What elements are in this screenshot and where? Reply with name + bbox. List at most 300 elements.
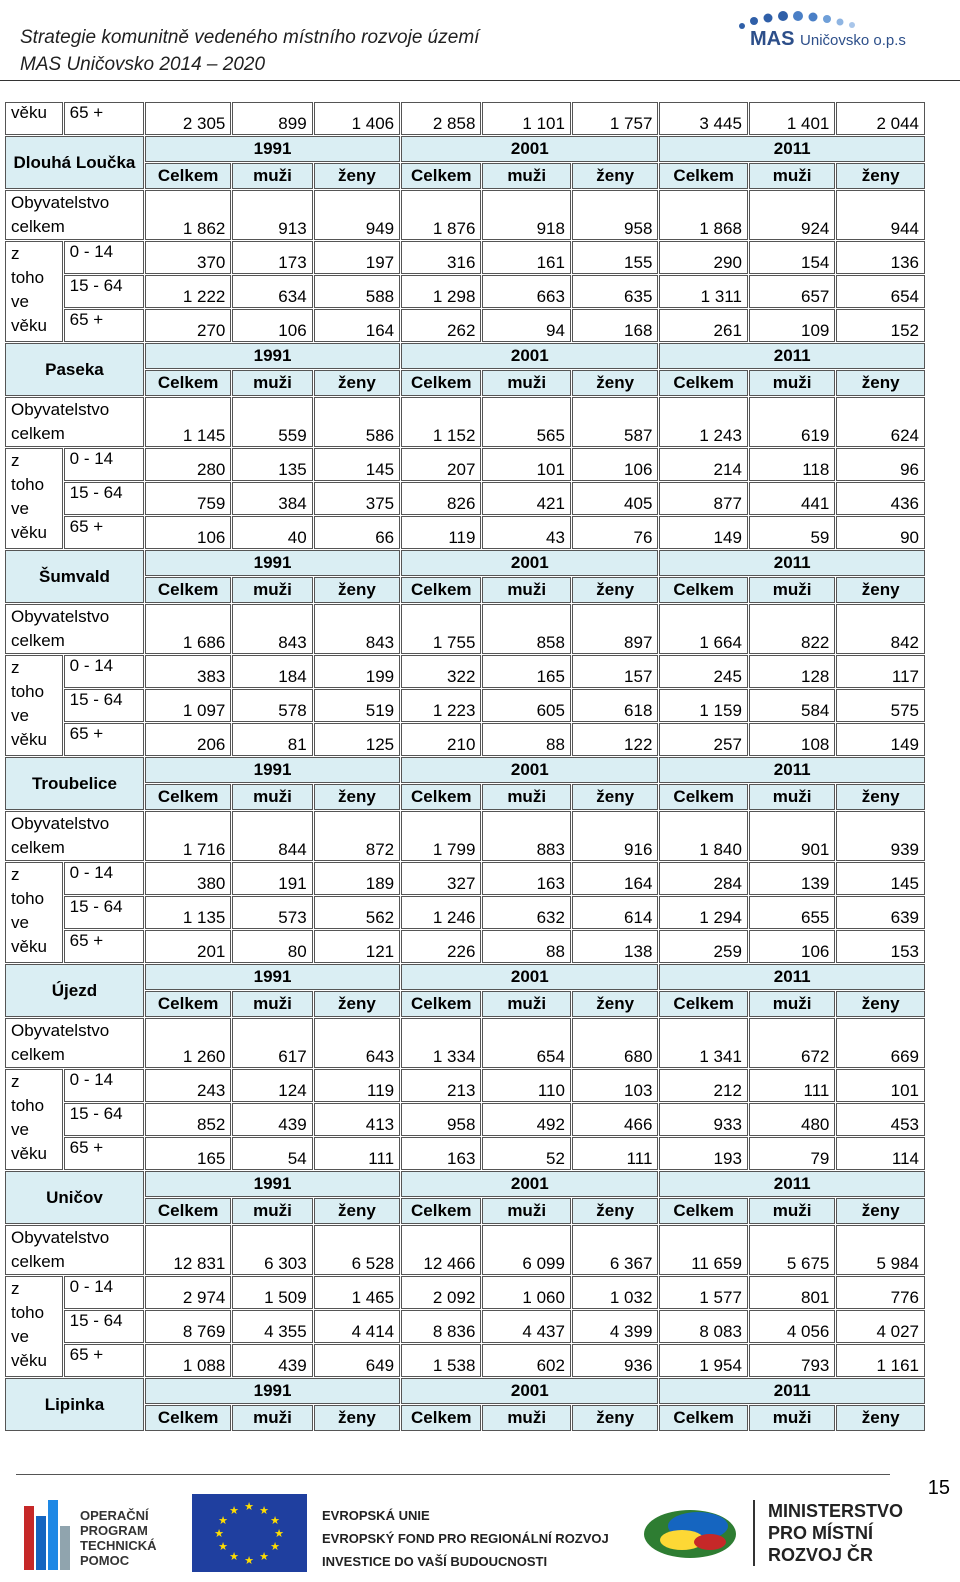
col-header-zeny: ženy bbox=[836, 163, 925, 189]
eu-flag bbox=[192, 1494, 307, 1572]
year-header: 2001 bbox=[401, 1171, 658, 1197]
op-logo-bars-icon bbox=[22, 1496, 74, 1572]
table-row bbox=[5, 723, 925, 756]
col-header-zeny: ženy bbox=[572, 370, 658, 396]
data-cell: 466 bbox=[572, 1103, 658, 1136]
data-cell: 110 bbox=[482, 1069, 571, 1102]
data-cell: 6 367 bbox=[572, 1225, 658, 1275]
data-cell: 4 355 bbox=[232, 1310, 312, 1343]
table-row bbox=[5, 862, 925, 895]
data-cell: 114 bbox=[836, 1137, 925, 1170]
data-cell: 108 bbox=[749, 723, 835, 756]
col-header-celkem: Celkem bbox=[145, 370, 231, 396]
data-cell: 1 097 bbox=[145, 689, 231, 722]
data-cell: 280 bbox=[145, 448, 231, 481]
table-row bbox=[5, 1069, 925, 1102]
data-cell: 94 bbox=[482, 309, 571, 342]
data-cell: 1 145 bbox=[145, 397, 231, 447]
year-header: 2011 bbox=[659, 550, 925, 576]
data-cell: 118 bbox=[749, 448, 835, 481]
data-cell: 916 bbox=[572, 811, 658, 861]
data-cell: 81 bbox=[232, 723, 312, 756]
data-cell: 669 bbox=[836, 1018, 925, 1068]
data-cell: 1 664 bbox=[659, 604, 748, 654]
year-header-row bbox=[5, 757, 925, 783]
data-cell: 261 bbox=[659, 309, 748, 342]
data-cell: 1 755 bbox=[401, 604, 481, 654]
municipality-name: Dlouhá Loučka bbox=[5, 136, 144, 189]
col-header-muzi: muži bbox=[749, 163, 835, 189]
table-row bbox=[5, 1103, 925, 1136]
col-header-zeny: ženy bbox=[836, 1405, 925, 1431]
header-title-line2: MAS Uničovsko 2014 – 2020 bbox=[20, 54, 266, 75]
data-cell: 939 bbox=[836, 811, 925, 861]
data-cell: 588 bbox=[314, 275, 400, 308]
logo-dots-icon bbox=[728, 10, 938, 30]
data-cell: 375 bbox=[314, 482, 400, 515]
data-cell: 1 954 bbox=[659, 1344, 748, 1377]
data-cell: 617 bbox=[232, 1018, 312, 1068]
data-cell: 40 bbox=[232, 516, 312, 549]
col-header-zeny: ženy bbox=[836, 370, 925, 396]
municipality-name: Paseka bbox=[5, 343, 144, 396]
data-cell: 899 bbox=[232, 102, 312, 135]
data-cell: 1 757 bbox=[572, 102, 658, 135]
data-cell: 436 bbox=[836, 482, 925, 515]
row-label-age-65: 65 + bbox=[64, 723, 144, 756]
data-cell: 284 bbox=[659, 862, 748, 895]
row-label-z-toho-ve-veku: z toho ve věku bbox=[5, 448, 63, 549]
svg-text:★: ★ bbox=[229, 1504, 239, 1517]
data-cell: 559 bbox=[232, 397, 312, 447]
data-cell: 122 bbox=[572, 723, 658, 756]
svg-text:★: ★ bbox=[244, 1554, 254, 1567]
year-header: 1991 bbox=[145, 343, 400, 369]
data-cell: 2 092 bbox=[401, 1276, 481, 1309]
row-label-veku: věku bbox=[5, 102, 63, 135]
data-cell: 106 bbox=[232, 309, 312, 342]
table-row bbox=[5, 1344, 925, 1377]
data-cell: 184 bbox=[232, 655, 312, 688]
footer-logos bbox=[0, 1490, 960, 1580]
data-cell: 1 101 bbox=[482, 102, 571, 135]
col-header-zeny: ženy bbox=[836, 577, 925, 603]
data-cell: 1 406 bbox=[314, 102, 400, 135]
table-row bbox=[5, 1310, 925, 1343]
year-header: 1991 bbox=[145, 757, 400, 783]
data-cell: 843 bbox=[314, 604, 400, 654]
data-cell: 138 bbox=[572, 930, 658, 963]
municipality-name: Lipinka bbox=[5, 1378, 144, 1431]
year-header: 2011 bbox=[659, 136, 925, 162]
data-cell: 858 bbox=[482, 604, 571, 654]
data-cell: 226 bbox=[401, 930, 481, 963]
logo-subtext: Uničovsko o.p.s bbox=[800, 32, 906, 49]
logo-text: MAS Uničovsko o.p.s bbox=[750, 28, 906, 50]
population-table bbox=[4, 101, 926, 1432]
data-cell: 257 bbox=[659, 723, 748, 756]
data-cell: 453 bbox=[836, 1103, 925, 1136]
col-header-muzi: muži bbox=[749, 991, 835, 1017]
table-row bbox=[5, 397, 925, 447]
data-cell: 145 bbox=[836, 862, 925, 895]
data-cell: 655 bbox=[749, 896, 835, 929]
year-header: 1991 bbox=[145, 550, 400, 576]
data-cell: 11 659 bbox=[659, 1225, 748, 1275]
data-cell: 163 bbox=[401, 1137, 481, 1170]
data-cell: 54 bbox=[232, 1137, 312, 1170]
data-cell: 405 bbox=[572, 482, 658, 515]
row-label-age-0-14: 0 - 14 bbox=[64, 655, 144, 688]
data-cell: 635 bbox=[572, 275, 658, 308]
data-cell: 654 bbox=[836, 275, 925, 308]
municipality-name: Troubelice bbox=[5, 757, 144, 810]
row-label-age-15-64: 15 - 64 bbox=[64, 896, 144, 929]
col-header-celkem: Celkem bbox=[401, 1198, 481, 1224]
year-header: 2001 bbox=[401, 964, 658, 990]
data-cell: 618 bbox=[572, 689, 658, 722]
data-cell: 66 bbox=[314, 516, 400, 549]
table-row bbox=[5, 811, 925, 861]
table-row bbox=[5, 1137, 925, 1170]
table-row bbox=[5, 1018, 925, 1068]
svg-text:★: ★ bbox=[270, 1514, 280, 1527]
data-cell: 421 bbox=[482, 482, 571, 515]
row-label-age-15-64: 15 - 64 bbox=[64, 689, 144, 722]
col-header-zeny: ženy bbox=[572, 991, 658, 1017]
year-header: 2011 bbox=[659, 1171, 925, 1197]
data-cell: 624 bbox=[836, 397, 925, 447]
year-header: 2001 bbox=[401, 757, 658, 783]
row-label-age-0-14: 0 - 14 bbox=[64, 862, 144, 895]
data-cell: 96 bbox=[836, 448, 925, 481]
col-header-celkem: Celkem bbox=[401, 1405, 481, 1431]
data-cell: 654 bbox=[482, 1018, 571, 1068]
year-header: 2011 bbox=[659, 757, 925, 783]
row-label-z-toho-ve-veku: z toho ve věku bbox=[5, 241, 63, 342]
data-cell: 136 bbox=[836, 241, 925, 274]
data-cell: 1 509 bbox=[232, 1276, 312, 1309]
col-header-muzi: muži bbox=[232, 784, 312, 810]
table-row bbox=[5, 241, 925, 274]
data-cell: 1 161 bbox=[836, 1344, 925, 1377]
data-cell: 2 305 bbox=[145, 102, 231, 135]
row-label-obyvatelstvo-celkem: Obyvatelstvo celkem bbox=[5, 1225, 144, 1275]
table-row bbox=[5, 309, 925, 342]
col-header-celkem: Celkem bbox=[145, 163, 231, 189]
data-cell: 1 538 bbox=[401, 1344, 481, 1377]
year-header-row bbox=[5, 136, 925, 162]
year-header: 2011 bbox=[659, 1378, 925, 1404]
row-label-age-65: 65 + bbox=[64, 309, 144, 342]
data-cell: 872 bbox=[314, 811, 400, 861]
data-cell: 4 437 bbox=[482, 1310, 571, 1343]
data-cell: 643 bbox=[314, 1018, 400, 1068]
data-cell: 632 bbox=[482, 896, 571, 929]
col-header-celkem: Celkem bbox=[659, 991, 748, 1017]
data-cell: 164 bbox=[314, 309, 400, 342]
col-header-muzi: muži bbox=[482, 370, 571, 396]
data-cell: 1 341 bbox=[659, 1018, 748, 1068]
data-cell: 213 bbox=[401, 1069, 481, 1102]
data-cell: 154 bbox=[749, 241, 835, 274]
data-cell: 124 bbox=[232, 1069, 312, 1102]
data-cell: 106 bbox=[145, 516, 231, 549]
year-header-row bbox=[5, 550, 925, 576]
page-number: 15 bbox=[927, 1477, 950, 1499]
data-cell: 117 bbox=[836, 655, 925, 688]
col-header-celkem: Celkem bbox=[659, 1405, 748, 1431]
data-cell: 199 bbox=[314, 655, 400, 688]
data-cell: 949 bbox=[314, 190, 400, 240]
data-cell: 101 bbox=[482, 448, 571, 481]
data-cell: 573 bbox=[232, 896, 312, 929]
data-cell: 672 bbox=[749, 1018, 835, 1068]
row-label-age-65: 65 + bbox=[64, 516, 144, 549]
row-label-obyvatelstvo-celkem: Obyvatelstvo celkem bbox=[5, 1018, 144, 1068]
data-cell: 119 bbox=[401, 516, 481, 549]
col-header-celkem: Celkem bbox=[145, 1198, 231, 1224]
data-cell: 6 303 bbox=[232, 1225, 312, 1275]
table-row bbox=[5, 448, 925, 481]
col-header-zeny: ženy bbox=[572, 1405, 658, 1431]
municipality-name: Uničov bbox=[5, 1171, 144, 1224]
row-label-z-toho-ve-veku: z toho ve věku bbox=[5, 1276, 63, 1377]
data-cell: 316 bbox=[401, 241, 481, 274]
data-cell: 1 159 bbox=[659, 689, 748, 722]
data-cell: 1 868 bbox=[659, 190, 748, 240]
data-cell: 370 bbox=[145, 241, 231, 274]
row-label-z-toho-ve-veku: z toho ve věku bbox=[5, 1069, 63, 1170]
row-label-obyvatelstvo-celkem: Obyvatelstvo celkem bbox=[5, 604, 144, 654]
table-row bbox=[5, 655, 925, 688]
col-header-muzi: muži bbox=[749, 577, 835, 603]
data-cell: 1 152 bbox=[401, 397, 481, 447]
data-cell: 90 bbox=[836, 516, 925, 549]
data-cell: 383 bbox=[145, 655, 231, 688]
row-label-age-65: 65 + bbox=[64, 1344, 144, 1377]
col-header-celkem: Celkem bbox=[401, 577, 481, 603]
table-row bbox=[5, 896, 925, 929]
op-logo-text: OPERAČNÍ PROGRAM TECHNICKÁ POMOC bbox=[80, 1508, 157, 1568]
data-cell: 212 bbox=[659, 1069, 748, 1102]
footer-rule bbox=[16, 1474, 890, 1475]
data-cell: 173 bbox=[232, 241, 312, 274]
data-cell: 634 bbox=[232, 275, 312, 308]
row-label-age-65: 65 + bbox=[64, 930, 144, 963]
data-cell: 157 bbox=[572, 655, 658, 688]
row-label-age-0-14: 0 - 14 bbox=[64, 1276, 144, 1309]
data-cell: 649 bbox=[314, 1344, 400, 1377]
data-cell: 1 223 bbox=[401, 689, 481, 722]
data-cell: 4 056 bbox=[749, 1310, 835, 1343]
data-cell: 210 bbox=[401, 723, 481, 756]
year-header-row bbox=[5, 1171, 925, 1197]
year-header: 1991 bbox=[145, 136, 400, 162]
data-cell: 822 bbox=[749, 604, 835, 654]
data-cell: 918 bbox=[482, 190, 571, 240]
col-header-celkem: Celkem bbox=[145, 784, 231, 810]
data-cell: 3 445 bbox=[659, 102, 748, 135]
data-cell: 619 bbox=[749, 397, 835, 447]
data-cell: 584 bbox=[749, 689, 835, 722]
data-cell: 193 bbox=[659, 1137, 748, 1170]
col-header-muzi: muži bbox=[482, 1405, 571, 1431]
data-cell: 441 bbox=[749, 482, 835, 515]
data-cell: 155 bbox=[572, 241, 658, 274]
data-cell: 1 135 bbox=[145, 896, 231, 929]
data-cell: 801 bbox=[749, 1276, 835, 1309]
data-cell: 605 bbox=[482, 689, 571, 722]
col-header-zeny: ženy bbox=[314, 163, 400, 189]
data-cell: 101 bbox=[836, 1069, 925, 1102]
col-header-celkem: Celkem bbox=[401, 163, 481, 189]
data-cell: 1 060 bbox=[482, 1276, 571, 1309]
svg-text:★: ★ bbox=[274, 1527, 284, 1540]
data-cell: 139 bbox=[749, 862, 835, 895]
data-cell: 578 bbox=[232, 689, 312, 722]
table-row bbox=[5, 516, 925, 549]
col-header-zeny: ženy bbox=[314, 1198, 400, 1224]
data-cell: 575 bbox=[836, 689, 925, 722]
data-cell: 1 294 bbox=[659, 896, 748, 929]
table-row bbox=[5, 190, 925, 240]
data-cell: 153 bbox=[836, 930, 925, 963]
svg-text:★: ★ bbox=[259, 1550, 269, 1563]
data-cell: 439 bbox=[232, 1103, 312, 1136]
data-cell: 111 bbox=[749, 1069, 835, 1102]
col-header-zeny: ženy bbox=[572, 1198, 658, 1224]
header-title-line1: Strategie komunitně vedeného místního rozvoje území bbox=[20, 27, 480, 48]
data-cell: 562 bbox=[314, 896, 400, 929]
data-cell: 59 bbox=[749, 516, 835, 549]
data-cell: 327 bbox=[401, 862, 481, 895]
data-cell: 1 334 bbox=[401, 1018, 481, 1068]
data-cell: 913 bbox=[232, 190, 312, 240]
data-cell: 2 974 bbox=[145, 1276, 231, 1309]
data-cell: 168 bbox=[572, 309, 658, 342]
col-header-zeny: ženy bbox=[314, 1405, 400, 1431]
data-cell: 1 686 bbox=[145, 604, 231, 654]
svg-text:★: ★ bbox=[259, 1504, 269, 1517]
year-header: 2001 bbox=[401, 136, 658, 162]
col-header-celkem: Celkem bbox=[659, 370, 748, 396]
data-cell: 883 bbox=[482, 811, 571, 861]
municipality-name: Újezd bbox=[5, 964, 144, 1017]
row-label-obyvatelstvo-celkem: Obyvatelstvo celkem bbox=[5, 397, 144, 447]
data-cell: 380 bbox=[145, 862, 231, 895]
data-cell: 262 bbox=[401, 309, 481, 342]
data-cell: 125 bbox=[314, 723, 400, 756]
data-cell: 106 bbox=[749, 930, 835, 963]
data-cell: 106 bbox=[572, 448, 658, 481]
data-cell: 109 bbox=[749, 309, 835, 342]
data-cell: 1 716 bbox=[145, 811, 231, 861]
table-row bbox=[5, 102, 925, 135]
col-header-celkem: Celkem bbox=[659, 784, 748, 810]
year-header: 1991 bbox=[145, 964, 400, 990]
svg-text:★: ★ bbox=[218, 1514, 228, 1527]
data-cell: 439 bbox=[232, 1344, 312, 1377]
data-cell: 12 466 bbox=[401, 1225, 481, 1275]
col-header-muzi: muži bbox=[232, 577, 312, 603]
data-cell: 103 bbox=[572, 1069, 658, 1102]
data-cell: 492 bbox=[482, 1103, 571, 1136]
data-cell: 322 bbox=[401, 655, 481, 688]
data-cell: 639 bbox=[836, 896, 925, 929]
data-cell: 680 bbox=[572, 1018, 658, 1068]
col-header-muzi: muži bbox=[749, 1198, 835, 1224]
data-cell: 214 bbox=[659, 448, 748, 481]
data-cell: 614 bbox=[572, 896, 658, 929]
col-header-muzi: muži bbox=[232, 991, 312, 1017]
data-cell: 944 bbox=[836, 190, 925, 240]
year-header: 2001 bbox=[401, 550, 658, 576]
data-cell: 1 840 bbox=[659, 811, 748, 861]
row-label-age-65: 65 + bbox=[64, 102, 144, 135]
data-cell: 776 bbox=[836, 1276, 925, 1309]
data-cell: 924 bbox=[749, 190, 835, 240]
data-cell: 1 088 bbox=[145, 1344, 231, 1377]
data-cell: 1 311 bbox=[659, 275, 748, 308]
table-row bbox=[5, 1225, 925, 1275]
col-header-muzi: muži bbox=[749, 370, 835, 396]
data-cell: 8 836 bbox=[401, 1310, 481, 1343]
col-header-celkem: Celkem bbox=[401, 784, 481, 810]
col-header-muzi: muži bbox=[482, 163, 571, 189]
svg-text:★: ★ bbox=[218, 1540, 228, 1553]
data-cell: 145 bbox=[314, 448, 400, 481]
data-cell: 191 bbox=[232, 862, 312, 895]
data-cell: 111 bbox=[572, 1137, 658, 1170]
row-label-obyvatelstvo-celkem: Obyvatelstvo celkem bbox=[5, 190, 144, 240]
data-cell: 290 bbox=[659, 241, 748, 274]
data-cell: 1 401 bbox=[749, 102, 835, 135]
col-header-muzi: muži bbox=[232, 163, 312, 189]
year-header: 2011 bbox=[659, 964, 925, 990]
data-cell: 259 bbox=[659, 930, 748, 963]
data-cell: 1 243 bbox=[659, 397, 748, 447]
data-cell: 111 bbox=[314, 1137, 400, 1170]
eu-stars-icon bbox=[192, 1494, 307, 1572]
data-cell: 80 bbox=[232, 930, 312, 963]
col-header-celkem: Celkem bbox=[659, 1198, 748, 1224]
data-cell: 1 799 bbox=[401, 811, 481, 861]
data-cell: 480 bbox=[749, 1103, 835, 1136]
op-technical-assistance-logo bbox=[22, 1496, 180, 1572]
year-header: 1991 bbox=[145, 1378, 400, 1404]
data-cell: 901 bbox=[749, 811, 835, 861]
data-cell: 88 bbox=[482, 723, 571, 756]
row-label-z-toho-ve-veku: z toho ve věku bbox=[5, 862, 63, 963]
data-cell: 1 876 bbox=[401, 190, 481, 240]
mmr-logo-icon bbox=[640, 1496, 750, 1566]
data-cell: 1 862 bbox=[145, 190, 231, 240]
document-header bbox=[20, 24, 479, 78]
col-header-zeny: ženy bbox=[836, 1198, 925, 1224]
data-cell: 12 831 bbox=[145, 1225, 231, 1275]
data-cell: 8 769 bbox=[145, 1310, 231, 1343]
data-cell: 76 bbox=[572, 516, 658, 549]
row-label-age-0-14: 0 - 14 bbox=[64, 1069, 144, 1102]
col-header-zeny: ženy bbox=[836, 991, 925, 1017]
year-header: 2011 bbox=[659, 343, 925, 369]
data-cell: 6 528 bbox=[314, 1225, 400, 1275]
data-cell: 877 bbox=[659, 482, 748, 515]
data-cell: 565 bbox=[482, 397, 571, 447]
data-cell: 165 bbox=[482, 655, 571, 688]
col-header-zeny: ženy bbox=[314, 370, 400, 396]
